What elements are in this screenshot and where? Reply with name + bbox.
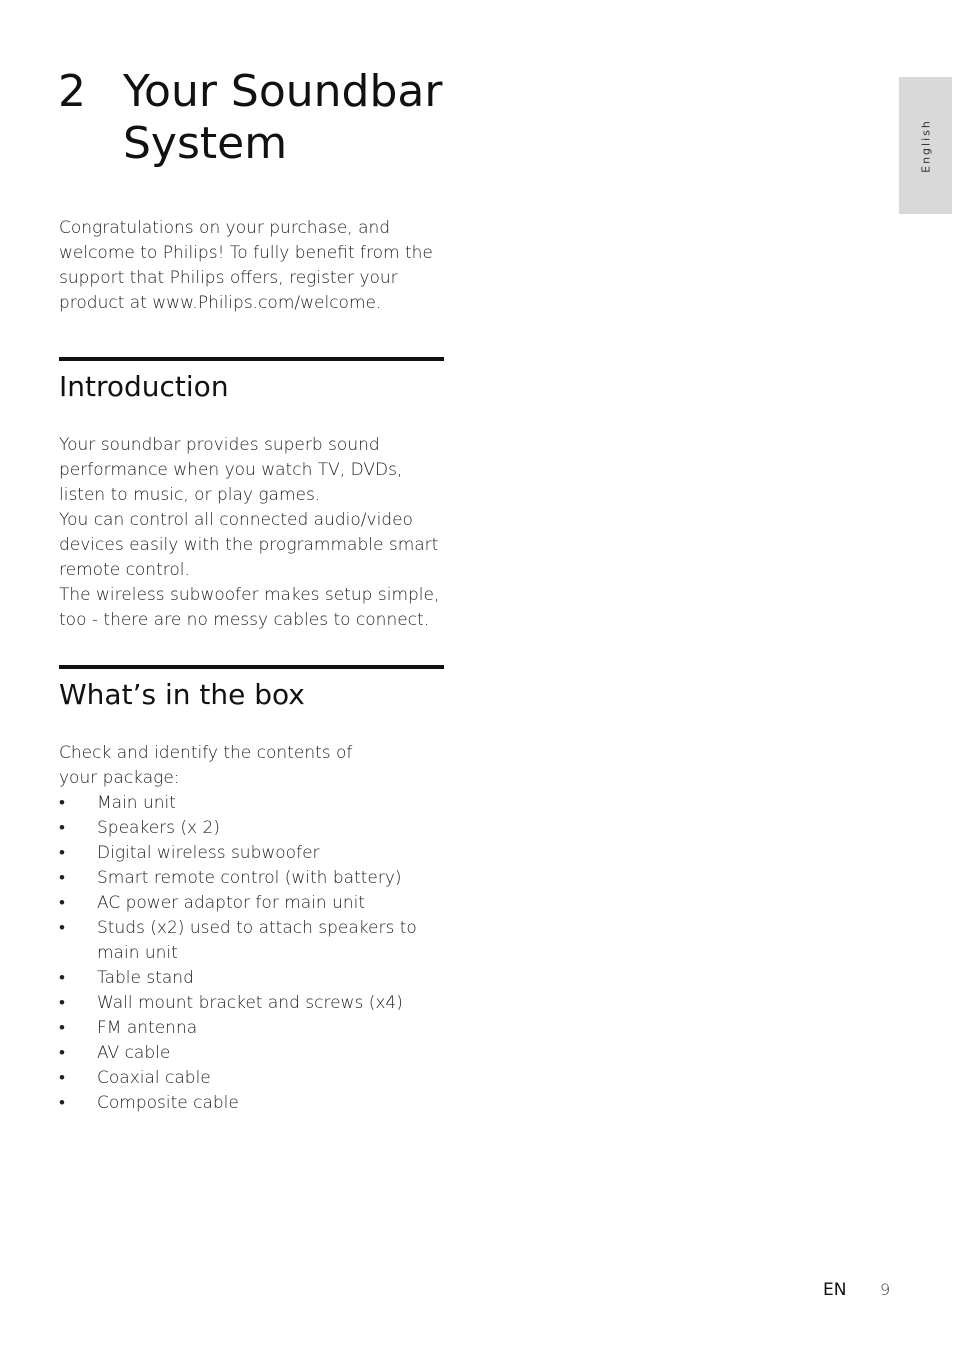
chapter-number: 2 [58, 66, 86, 117]
whats-in-box-heading: What’s in the box [59, 678, 305, 711]
list-item: • Smart remote control (with battery) [59, 866, 444, 891]
bullet-icon: • [59, 843, 65, 863]
bullet-icon: • [59, 1068, 65, 1088]
page-number: 9 [880, 1280, 891, 1299]
bullet-icon: • [59, 1018, 65, 1038]
introduction-heading: Introduction [59, 370, 229, 403]
list-item: • Speakers (x 2) [59, 816, 444, 841]
list-item: • Composite cable [59, 1091, 444, 1116]
chapter-title: Your Soundbar System [123, 66, 443, 169]
bullet-icon: • [59, 1043, 65, 1063]
list-item: • Coaxial cable [59, 1066, 444, 1091]
bullet-icon: • [59, 918, 65, 938]
list-item: • Wall mount bracket and screws (x4) [59, 991, 444, 1016]
language-tab-label: English [919, 118, 932, 173]
language-side-tab [899, 77, 952, 214]
introduction-content [59, 433, 444, 633]
bullet-icon: • [59, 793, 65, 813]
box-contents-list [59, 791, 444, 1116]
whats-in-box-lead: Check and identify the contents of your package: [59, 743, 353, 788]
bullet-icon: • [59, 868, 65, 888]
footer-language: EN [823, 1280, 847, 1300]
list-item: • Digital wireless subwoofer [59, 841, 444, 866]
whats-in-box-section [59, 665, 444, 1116]
bullet-icon: • [59, 993, 65, 1013]
list-item: • AV cable [59, 1041, 444, 1066]
bullet-icon: • [59, 968, 65, 988]
whats-in-box-content [59, 741, 444, 1116]
list-item: • Table stand [59, 966, 444, 991]
section-divider [59, 357, 444, 361]
bullet-icon: • [59, 818, 65, 838]
section-divider [59, 665, 444, 669]
introduction-paragraph: The wireless subwoofer makes setup simple, too - there are no messy cables to connect. [59, 585, 440, 630]
list-item: • AC power adaptor for main unit [59, 891, 444, 916]
bullet-icon: • [59, 893, 65, 913]
bullet-icon: • [59, 1093, 65, 1113]
introduction-paragraph: Your soundbar provides superb sound performance when you watch TV, DVDs, listen to music, or play games. [59, 435, 403, 505]
list-item: • Main unit [59, 791, 444, 816]
introduction-paragraph: You can control all connected audio/video devices easily with the programmable smart remote control. [59, 510, 439, 580]
list-item: • FM antenna [59, 1016, 444, 1041]
intro-paragraph: Congratulations on your purchase, and welcome to Philips! To fully benefit from the support that Philips offers, register your product at www.Philips.com/welcome. [59, 218, 433, 313]
list-item: • Studs (x2) used to attach speakers to main unit [59, 918, 417, 963]
introduction-section [59, 357, 444, 633]
